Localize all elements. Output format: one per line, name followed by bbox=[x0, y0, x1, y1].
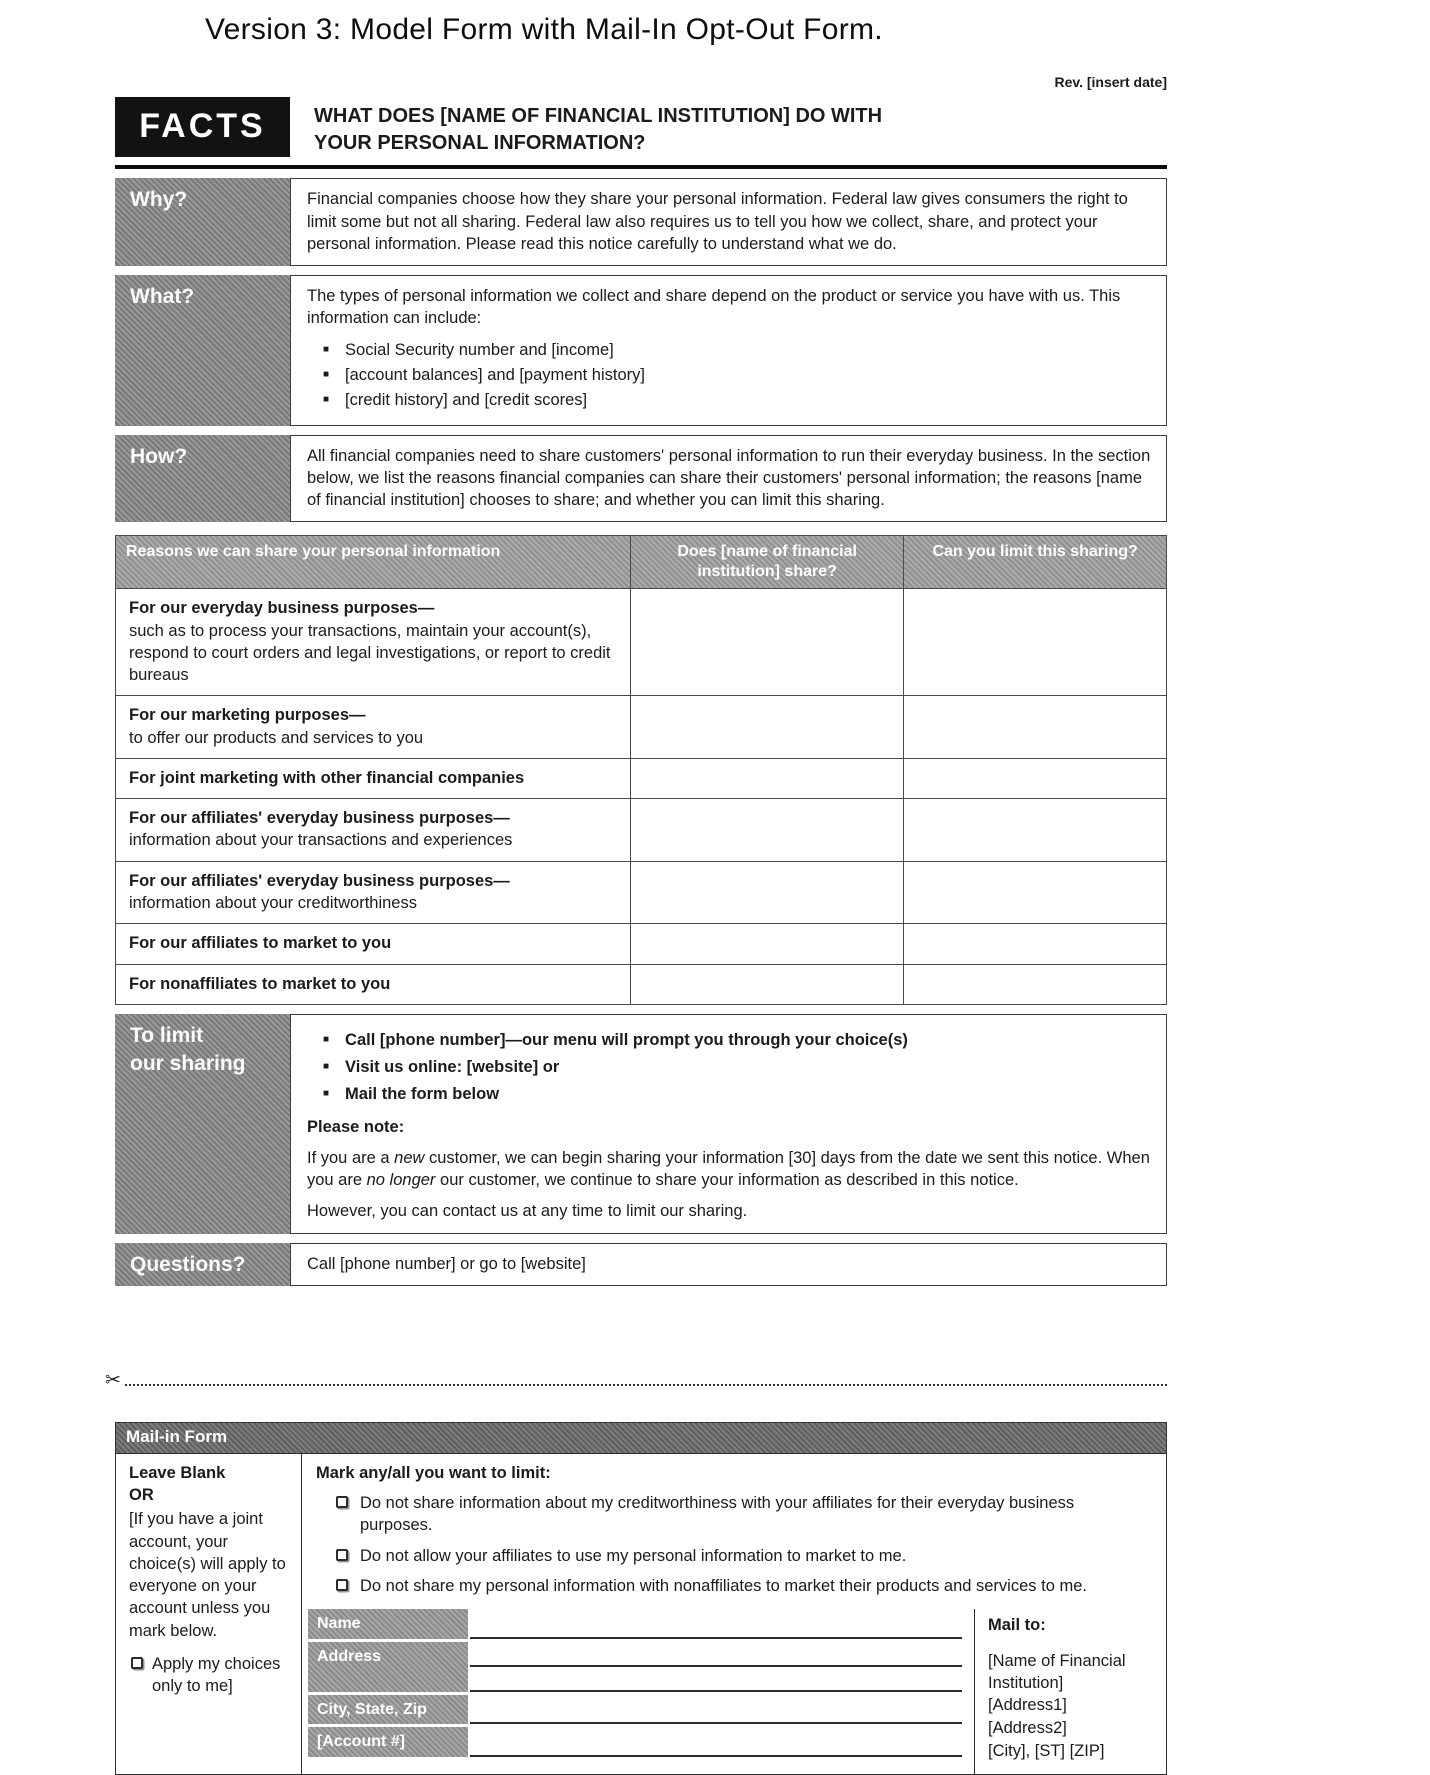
share-answer-cell bbox=[630, 799, 903, 862]
account-input-line[interactable] bbox=[470, 1731, 962, 1757]
bullet-icon: ■ bbox=[323, 343, 330, 355]
limit-answer-cell bbox=[904, 964, 1167, 1004]
limit-bullet-text: Mail the form below bbox=[345, 1085, 500, 1104]
section-questions bbox=[115, 1243, 1167, 1286]
limit-answer-cell bbox=[904, 758, 1167, 798]
new-customer-note bbox=[307, 1147, 1152, 1192]
table-row bbox=[116, 861, 1167, 924]
share-answer-cell bbox=[630, 758, 903, 798]
section-body-how bbox=[290, 435, 1167, 523]
city-state-zip-input-line[interactable] bbox=[470, 1698, 962, 1724]
to-limit-line1: To limit bbox=[130, 1023, 204, 1047]
header-does-share: Does [name of financial institution] share? bbox=[630, 536, 903, 589]
opt-out-option bbox=[302, 1567, 1166, 1597]
section-body-to-limit bbox=[290, 1014, 1167, 1234]
table-row bbox=[116, 799, 1167, 862]
apply-choices-label: Apply my choices only to me] bbox=[152, 1654, 281, 1696]
reason-cell bbox=[116, 589, 631, 696]
limit-bullet-text: Call [phone number]—our menu will prompt you through your choice(s) bbox=[345, 1030, 908, 1049]
how-text: All financial companies need to share customers' personal information to run their everyday business. In the section below, we list the reasons financial companies can share their customers' personal information; the reasons [name of financial institution] chooses to share; and whether you can limit this sharing. bbox=[307, 446, 1151, 510]
mail-to-column bbox=[974, 1609, 1166, 1774]
contact-anytime-note: However, you can contact us at any time to limit our sharing. bbox=[307, 1202, 748, 1221]
limit-answer-cell bbox=[904, 924, 1167, 964]
reason-detail: information about your creditworthiness bbox=[129, 893, 417, 912]
section-what bbox=[115, 275, 1167, 425]
section-label-questions: Questions? bbox=[115, 1243, 290, 1286]
section-how bbox=[115, 435, 1167, 523]
reason-cell bbox=[116, 799, 631, 862]
facts-label: FACTS bbox=[115, 97, 290, 157]
section-label-how: How? bbox=[115, 435, 290, 523]
reason-title: For our affiliates' everyday business purposes— bbox=[129, 809, 510, 828]
opt-out-option bbox=[302, 1484, 1166, 1537]
address-field-row bbox=[308, 1642, 962, 1692]
what-text: The types of personal information we collect and share depend on the product or service you have with us. This information can include: bbox=[307, 287, 1121, 328]
note-text: If you are a bbox=[307, 1148, 395, 1167]
why-text: Financial companies choose how they share your personal information. Federal law gives consumers the right to limit some but not all sharing. Federal law also requires us to tell you how we collect, share, and protect your personal information. Please read this notice carefully to understand what we do. bbox=[307, 190, 1128, 253]
reason-cell bbox=[116, 964, 631, 1004]
revision-date: Rev. [insert date] bbox=[1054, 73, 1167, 90]
reason-detail: information about your transactions and experiences bbox=[129, 831, 513, 850]
table-row bbox=[116, 696, 1167, 759]
reason-cell bbox=[116, 861, 631, 924]
limit-answer-cell bbox=[904, 589, 1167, 696]
bullet-icon: ■ bbox=[323, 1061, 330, 1073]
apply-choices-option bbox=[129, 1653, 291, 1698]
limit-answer-cell bbox=[904, 861, 1167, 924]
share-answer-cell bbox=[630, 696, 903, 759]
what-bullet-text: Social Security number and [income] bbox=[345, 340, 614, 359]
section-body-questions bbox=[290, 1243, 1167, 1286]
share-answer-cell bbox=[630, 964, 903, 1004]
account-field-row bbox=[308, 1727, 962, 1757]
header-divider bbox=[115, 165, 1167, 169]
what-bullet-list bbox=[307, 339, 1152, 412]
mail-to-line: [Address1] bbox=[988, 1696, 1067, 1715]
facts-heading: WHAT DOES [NAME OF FINANCIAL INSTITUTION] DO WITH YOUR PERSONAL INFORMATION? bbox=[314, 105, 883, 155]
share-answer-cell bbox=[630, 924, 903, 964]
or-label: OR bbox=[129, 1486, 154, 1505]
address-fields-area bbox=[302, 1609, 1166, 1774]
what-bullet-text: [account balances] and [payment history] bbox=[345, 365, 645, 384]
model-form bbox=[105, 73, 1167, 1775]
share-answer-cell bbox=[630, 861, 903, 924]
reason-detail: to offer our products and services to you bbox=[129, 728, 424, 747]
fields-column bbox=[302, 1609, 974, 1774]
joint-account-note: [If you have a joint account, your choice(s) will apply to everyone on your account unless you mark below. bbox=[129, 1510, 286, 1640]
opt-out-option-label: Do not share my personal information with nonaffiliates to market their products and services to me. bbox=[360, 1576, 1087, 1595]
city-state-zip-field-row bbox=[308, 1695, 962, 1725]
opt-out-column bbox=[302, 1454, 1166, 1774]
opt-out-option-label: Do not allow your affiliates to use my personal information to market to me. bbox=[360, 1546, 907, 1565]
mail-to-line: [City], [ST] [ZIP] bbox=[988, 1741, 1105, 1760]
checkbox-icon[interactable] bbox=[336, 1496, 348, 1508]
table-row bbox=[116, 924, 1167, 964]
opt-out-option-label: Do not share information about my creditworthiness with your affiliates for their everyday business purposes. bbox=[360, 1494, 1075, 1535]
list-item bbox=[323, 1083, 1152, 1105]
list-item bbox=[323, 1029, 1152, 1051]
checkbox-icon[interactable] bbox=[131, 1657, 143, 1669]
mail-to-line: [Name of Financial Institution] bbox=[988, 1651, 1126, 1692]
header-can-limit: Can you limit this sharing? bbox=[904, 536, 1167, 589]
cut-line bbox=[105, 1369, 1167, 1396]
reason-cell bbox=[116, 696, 631, 759]
table-row bbox=[116, 964, 1167, 1004]
reason-title: For our affiliates to market to you bbox=[129, 934, 392, 953]
table-row bbox=[116, 589, 1167, 696]
note-italic: no longer bbox=[366, 1171, 436, 1190]
name-field-label: Name bbox=[308, 1609, 468, 1639]
scissors-icon: ✂ bbox=[105, 1369, 121, 1391]
note-text: customer, we can begin sharing your information [30] days from the date we sent this notice. When you are bbox=[307, 1148, 1150, 1190]
bullet-icon: ■ bbox=[323, 1088, 330, 1100]
list-item bbox=[323, 364, 1152, 386]
mail-to-address bbox=[988, 1651, 1158, 1763]
note-text: our customer, we continue to share your information as described in this notice. bbox=[435, 1171, 1019, 1190]
checkbox-icon[interactable] bbox=[336, 1549, 348, 1561]
limit-bullet-list bbox=[307, 1029, 1152, 1106]
limit-answer-cell bbox=[904, 696, 1167, 759]
table-row bbox=[116, 758, 1167, 798]
sharing-reasons-table bbox=[115, 535, 1167, 1004]
table-header-row bbox=[116, 536, 1167, 589]
section-body-why bbox=[290, 178, 1167, 266]
reason-title: For our marketing purposes— bbox=[129, 706, 366, 725]
please-note-label: Please note: bbox=[307, 1117, 405, 1136]
reason-title: For nonaffiliates to market to you bbox=[129, 974, 391, 993]
limit-bullet-text: Visit us online: [website] or bbox=[345, 1058, 560, 1077]
reason-title: For joint marketing with other financial companies bbox=[129, 768, 525, 787]
city-state-zip-field-label: City, State, Zip bbox=[308, 1695, 468, 1725]
page-title: Version 3: Model Form with Mail-In Opt-Out Form. bbox=[205, 13, 883, 46]
bullet-icon: ■ bbox=[323, 394, 330, 406]
list-item bbox=[323, 389, 1152, 411]
mail-in-form bbox=[115, 1453, 1167, 1775]
reason-detail: such as to process your transactions, maintain your account(s), respond to court orders and legal investigations, or report to credit bureaus bbox=[129, 621, 611, 685]
section-body-what bbox=[290, 275, 1167, 425]
to-limit-line2: our sharing bbox=[130, 1052, 246, 1076]
reason-cell bbox=[116, 924, 631, 964]
address-input-lines bbox=[470, 1642, 962, 1692]
section-to-limit bbox=[115, 1014, 1167, 1234]
bullet-icon: ■ bbox=[323, 1033, 330, 1045]
mark-instructions: Mark any/all you want to limit: bbox=[316, 1463, 551, 1482]
header-reasons: Reasons we can share your personal information bbox=[116, 536, 631, 589]
mail-in-form-header: Mail-in Form bbox=[115, 1422, 1167, 1453]
joint-account-column bbox=[116, 1454, 302, 1774]
account-field-label: [Account #] bbox=[308, 1727, 468, 1757]
bullet-icon: ■ bbox=[323, 368, 330, 380]
leave-blank-label: Leave Blank bbox=[129, 1463, 226, 1482]
facts-header bbox=[115, 97, 1167, 157]
name-input-line[interactable] bbox=[470, 1613, 962, 1639]
what-bullet-text: [credit history] and [credit scores] bbox=[345, 391, 588, 410]
address-input-line[interactable] bbox=[470, 1642, 962, 1667]
name-field-row bbox=[308, 1609, 962, 1639]
list-item bbox=[323, 1056, 1152, 1078]
opt-out-option bbox=[302, 1537, 1166, 1567]
section-label-to-limit bbox=[115, 1014, 290, 1234]
share-answer-cell bbox=[630, 589, 903, 696]
section-why bbox=[115, 178, 1167, 266]
mail-to-label: Mail to: bbox=[988, 1616, 1046, 1635]
reason-title: For our affiliates' everyday business purposes— bbox=[129, 871, 510, 890]
section-label-what: What? bbox=[115, 275, 290, 425]
section-label-why: Why? bbox=[115, 178, 290, 266]
address-field-label: Address bbox=[308, 1642, 468, 1692]
address-input-line[interactable] bbox=[470, 1667, 962, 1692]
questions-text: Call [phone number] or go to [website] bbox=[307, 1254, 586, 1273]
mail-to-line: [Address2] bbox=[988, 1719, 1067, 1738]
reason-title: For our everyday business purposes— bbox=[129, 599, 435, 618]
dashed-divider bbox=[125, 1384, 1167, 1386]
list-item bbox=[323, 339, 1152, 361]
reason-cell bbox=[116, 758, 631, 798]
checkbox-icon[interactable] bbox=[336, 1579, 348, 1591]
note-italic: new bbox=[394, 1148, 425, 1167]
limit-answer-cell bbox=[904, 799, 1167, 862]
